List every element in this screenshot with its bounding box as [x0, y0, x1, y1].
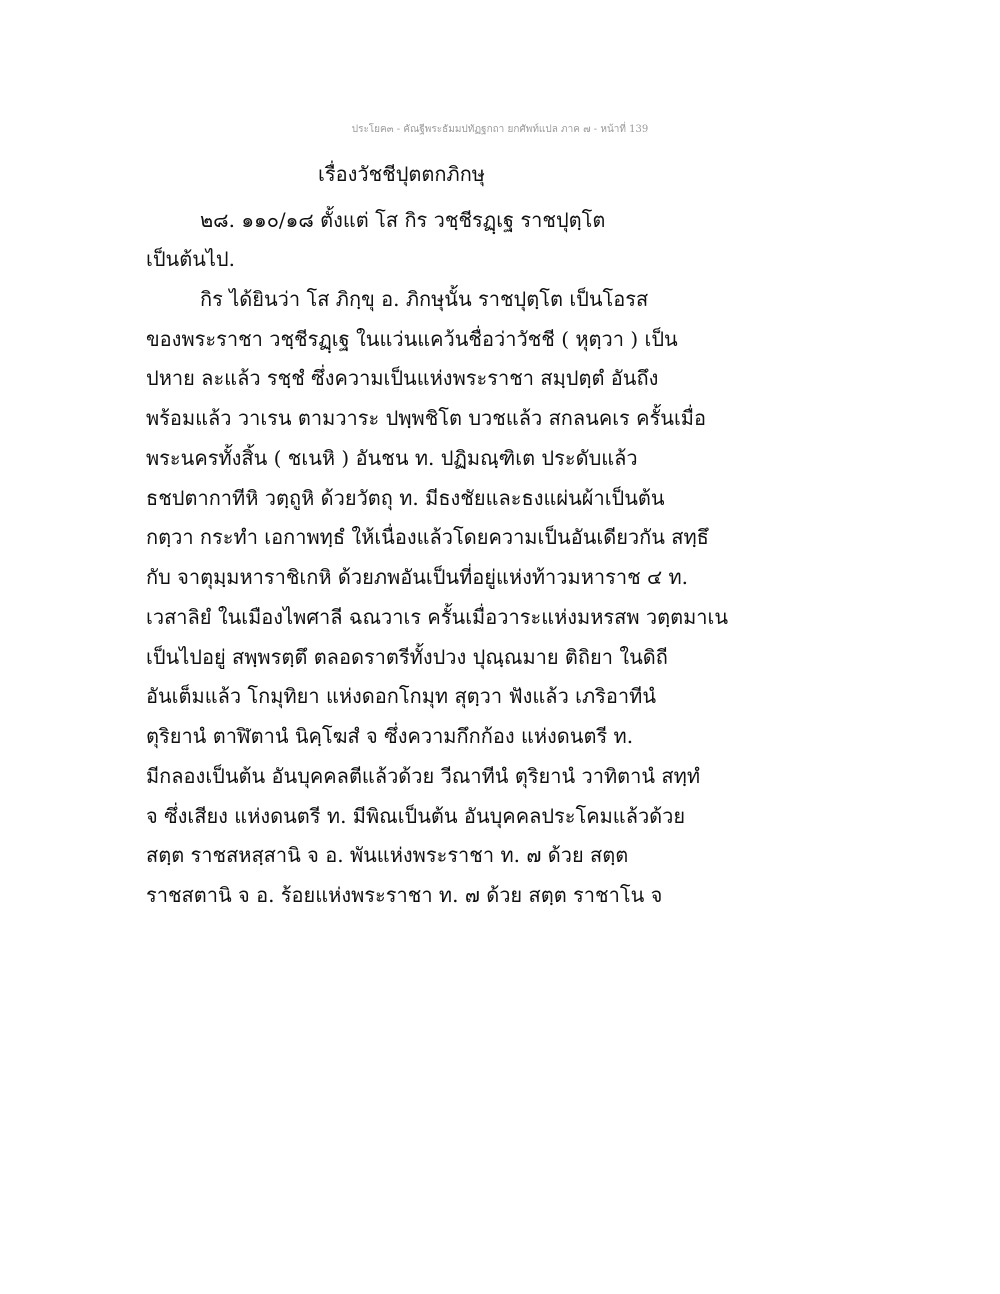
text-line: ตุริยานํ ตาฬิตานํ นิคฺโฆสํ จ ซึ่งความกึกก้อง แห่งดนตรี ท.	[146, 724, 634, 748]
running-header: ประโยค๓ - คัณฐีพระธัมมปทัฏฐกถา ยกศัพท์แปล ภาค ๗ - หน้าที่ 139	[351, 124, 649, 135]
text-line: กิร ได้ยินว่า โส ภิกฺขุ อ. ภิกษุนั้น ราชปุตฺโต เป็นโอรส	[200, 287, 649, 311]
text-line: เป็นไปอยู่ สพฺพรตฺตึ ตลอดราตรีทั้งปวง ปุณฺณมาย ติถิยา ในดิถี	[146, 645, 668, 669]
text-line: อันเต็มแล้ว โกมุทิยา แห่งดอกโกมุท สุตฺวา ฟังแล้ว เภริอาทีนํ	[146, 684, 657, 708]
text-line: พระนครทั้งสิ้น ( ชเนหิ ) อันชน ท. ปฏิมณฺฑิเต ประดับแล้ว	[146, 446, 638, 470]
text-line: ของพระราชา วชฺชีรฏฺเฐ ในแว่นแคว้นชื่อว่าวัชชี ( หุตฺวา ) เป็น	[146, 327, 678, 351]
text-line: กตฺวา กระทำ เอกาพทฺธํ ให้เนื่องแล้วโดยความเป็นอันเดียวกัน สทฺธึ	[146, 525, 709, 549]
text-line: เวสาลิยํ ในเมืองไพศาลี ฉณวาเร ครั้นเมื่อวาระแห่งมหรสพ วตฺตมาเน	[146, 605, 729, 629]
text-line: พร้อมแล้ว วาเรน ตามวาระ ปพฺพชิโต บวชแล้ว สกลนคเร ครั้นเมื่อ	[146, 406, 706, 430]
text-line: ราชสตานิ จ อ. ร้อยแห่งพระราชา ท. ๗ ด้วย สตฺต ราชาโน จ	[146, 883, 663, 907]
text-line: เป็นต้นไป.	[146, 247, 235, 271]
text-line: สตฺต ราชสหสฺสานิ จ อ. พันแห่งพระราชา ท. ๗ ด้วย สตฺต	[146, 843, 629, 867]
text-line: กับ จาตุมฺมหาราชิเกหิ ด้วยภพอันเป็นที่อยู่แห่งท้าวมหาราช ๔ ท.	[146, 565, 689, 589]
story-title: เรื่องวัชชีปุตตกภิกษุ	[318, 162, 485, 186]
text-line: ธชปตากาทีหิ วตฺถูหิ ด้วยวัตถุ ท. มีธงชัยและธงแผ่นผ้าเป็นต้น	[146, 486, 665, 510]
text-line: จ ซึ่งเสียง แห่งดนตรี ท. มีพิณเป็นต้น อันบุคคลประโคมแล้วด้วย	[146, 804, 686, 828]
text-line: ปหาย ละแล้ว รชฺชํ ซึ่งความเป็นแห่งพระราชา สมฺปตฺตํ อันถึง	[146, 366, 659, 390]
text-line: มีกลองเป็นต้น อันบุคคลตีแล้วด้วย วีณาทีนํ ตุริยานํ วาทิตานํ สทฺทํ	[146, 764, 701, 788]
text-line: ๒๘. ๑๑๐/๑๘ ตั้งแต่ โส กิร วชฺชีรฏฺเฐ ราชปุตฺโต	[200, 208, 606, 232]
